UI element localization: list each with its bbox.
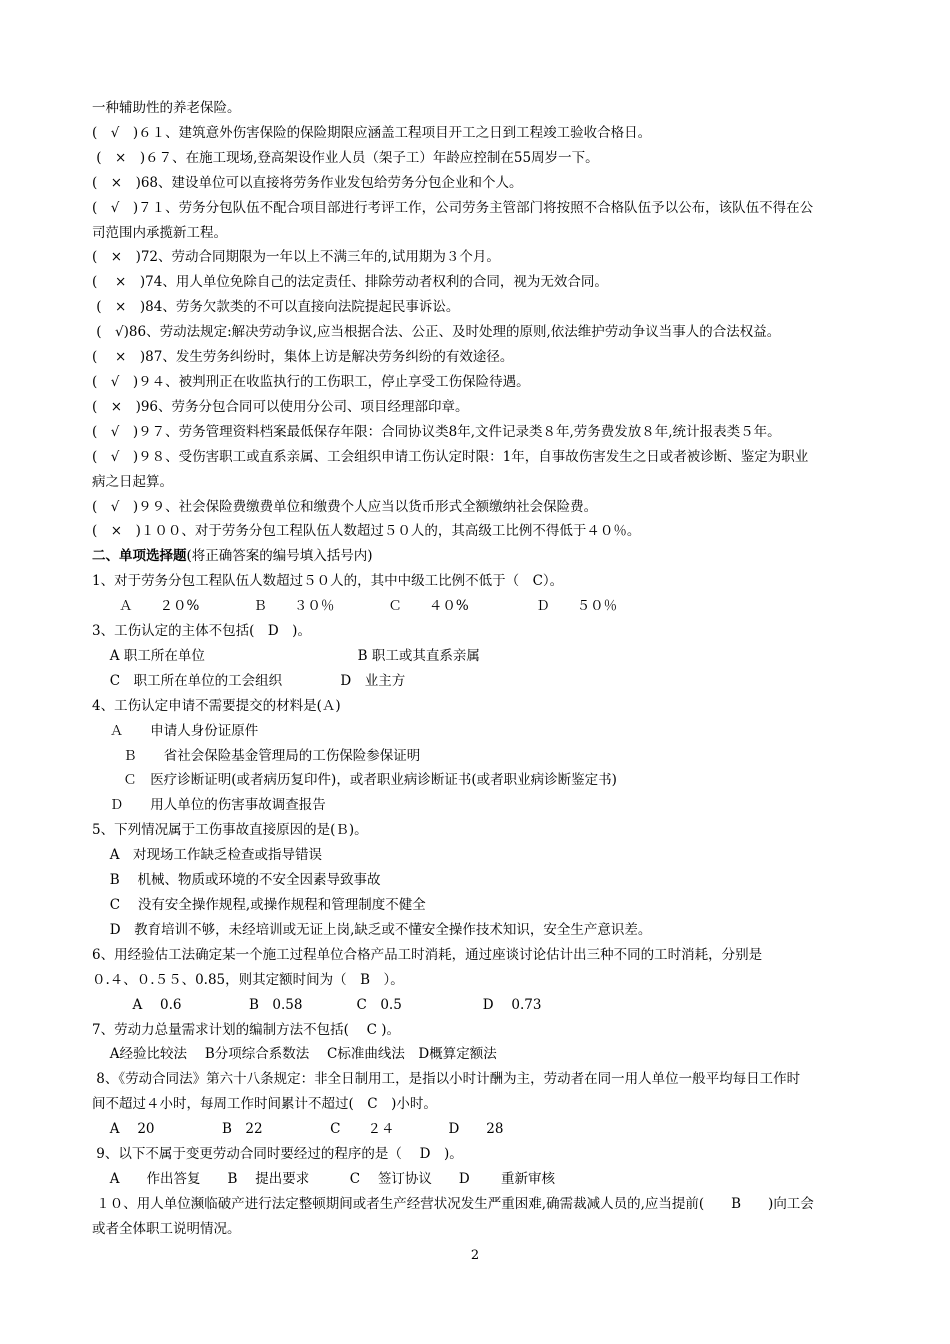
question-stem-continued: 间不超过４小时，每周工作时间累计不超过( C )小时。	[92, 1096, 437, 1113]
true-false-item: ( × )１００、对于劳务分包工程队伍人数超过５０人的，其高级工比例不得低于４０％。	[92, 523, 641, 540]
answer-options: A 0.6 B 0.58 C 0.5 D 0.73	[92, 996, 542, 1013]
true-false-item: ( × )74、用人单位免除自己的法定责任、排除劳动者权利的合同，视为无效合同。	[92, 274, 608, 291]
text-line: 一种辅助性的养老保险。	[92, 100, 241, 116]
answer-options: A 20 B 22 C ２４ D 28	[92, 1121, 504, 1138]
section-title: 二、单项选择题	[92, 548, 187, 565]
question-stem: 9、以下不属于变更劳动合同时要经过的程序的是（ D )。	[92, 1146, 463, 1163]
text-line: 病之日起算。	[92, 473, 173, 490]
answer-option: Ｃ 医疗诊断证明(或者病历复印件)，或者职业病诊断证书(或者职业病诊断鉴定书)	[92, 772, 617, 789]
document-page	[92, 96, 870, 1242]
question-stem: 4、工伤认定申请不需要提交的材料是(Ａ)	[92, 697, 341, 714]
true-false-item: ( √ )９７、劳务管理资料档案最低保存年限：合同协议类8年,文件记录类８年,劳务费发放８年,统计报表类５年。	[92, 423, 781, 440]
question-stem: 5、下列情况属于工伤事故直接原因的是(Ｂ)。	[92, 822, 368, 839]
answer-option: C 没有安全操作规程,或操作规程和管理制度不健全	[92, 897, 426, 913]
answer-options: A 职工所在单位 B 职工或其直系亲属	[92, 647, 480, 664]
text-line: 司范围内承揽新工程。	[92, 224, 227, 241]
true-false-item: ( × )84、劳务欠款类的不可以直接向法院提起民事诉讼。	[92, 299, 460, 316]
true-false-item: ( √ )９８、受伤害职工或直系亲属、工会组织申请工伤认定时限：1年，自事故伤害发生之日或者被诊断、鉴定为职业	[92, 448, 809, 465]
true-false-item: ( × )72、劳动合同期限为一年以上不满三年的,试用期为３个月。	[92, 249, 500, 266]
answer-options: A经验比较法 B分项综合系数法 C标准曲线法 D概算定额法	[92, 1046, 497, 1063]
question-stem: 1、对于劳务分包工程队伍人数超过５０人的，其中中级工比例不低于（ C）。	[92, 573, 564, 590]
answer-options: Ａ ２０% Ｂ ３０％ Ｃ ４０% Ｄ ５０％	[92, 598, 618, 615]
true-false-item: ( √ )９４、被判刑正在收监执行的工伤职工，停止享受工伤保险待遇。	[92, 373, 530, 390]
true-false-item: ( √ )９９、社会保险费缴费单位和缴费个人应当以货币形式全额缴纳社会保险费。	[92, 498, 598, 515]
section-heading	[92, 544, 870, 569]
answer-option: D 教育培训不够，未经培训或无证上岗,缺乏或不懂安全操作技术知识，安全生产意识差。	[92, 921, 652, 938]
answer-options: A 作出答复 B 提出要求 C 签订协议 D 重新审核	[92, 1170, 555, 1187]
page-number: 2	[470, 1248, 480, 1263]
answer-option: Ａ 申请人身份证原件	[92, 722, 259, 739]
true-false-item: ( √ )６１、建筑意外伤害保险的保险期限应涵盖工程项目开工之日到工程竣工验收合格日。	[92, 124, 652, 141]
answer-options: C 职工所在单位的工会组织 D 业主方	[92, 672, 406, 689]
question-stem: １０、用人单位濒临破产进行法定整顿期间或者生产经营状况发生严重困难,确需裁减人员的,应当提前( B )向工会	[92, 1195, 814, 1212]
true-false-item: ( × )96、劳务分包合同可以使用分公司、项目经理部印章。	[92, 398, 469, 415]
answer-option: A 对现场工作缺乏检查或指导错误	[92, 847, 323, 864]
true-false-item: ( √)86、劳动法规定:解决劳动争议,应当根据合法、公正、及时处理的原则,依法维护劳动争议当事人的合法权益。	[92, 324, 781, 341]
answer-option: Ｄ 用人单位的伤害事故调查报告	[92, 797, 326, 814]
question-stem: 3、工伤认定的主体不包括( D )。	[92, 623, 311, 640]
true-false-item: ( × )87、发生劳务纠纷时，集体上访是解决劳务纠纷的有效途径。	[92, 349, 514, 366]
question-stem: 6、用经验估工法确定某一个施工过程单位合格产品工时消耗，通过座谈讨论估计出三种不同的工时消耗，分别是	[92, 946, 763, 963]
question-stem: 7、劳动力总量需求计划的编制方法不包括( C )。	[92, 1021, 401, 1038]
true-false-item: ( √ )７１、劳务分包队伍不配合项目部进行考评工作，公司劳务主管部门将按照不合格队伍予以公布，该队伍不得在公	[92, 199, 814, 216]
true-false-item: ( × )68、建设单位可以直接将劳务作业发包给劳务分包企业和个人。	[92, 174, 523, 191]
true-false-item: ( × )６７、在施工现场,登高架设作业人员（架子工）年龄应控制在55周岁一下。	[92, 149, 599, 166]
section-note: (将正确答案的编号填入括号内)	[186, 548, 373, 565]
answer-option: B 机械、物质或环境的不安全因素导致事故	[92, 872, 381, 889]
question-stem: 8、《劳动合同法》第六十八条规定：非全日制用工，是指以小时计酬为主，劳动者在同一用人单位一般平均每日工作时	[92, 1071, 801, 1088]
question-stem-continued: 或者全体职工说明情况。	[92, 1220, 241, 1237]
question-stem-continued: ０.４、０.５５、0.85，则其定额时间为（ B ）。	[92, 971, 404, 988]
answer-option: Ｂ 省社会保险基金管理局的工伤保险参保证明	[92, 747, 421, 764]
